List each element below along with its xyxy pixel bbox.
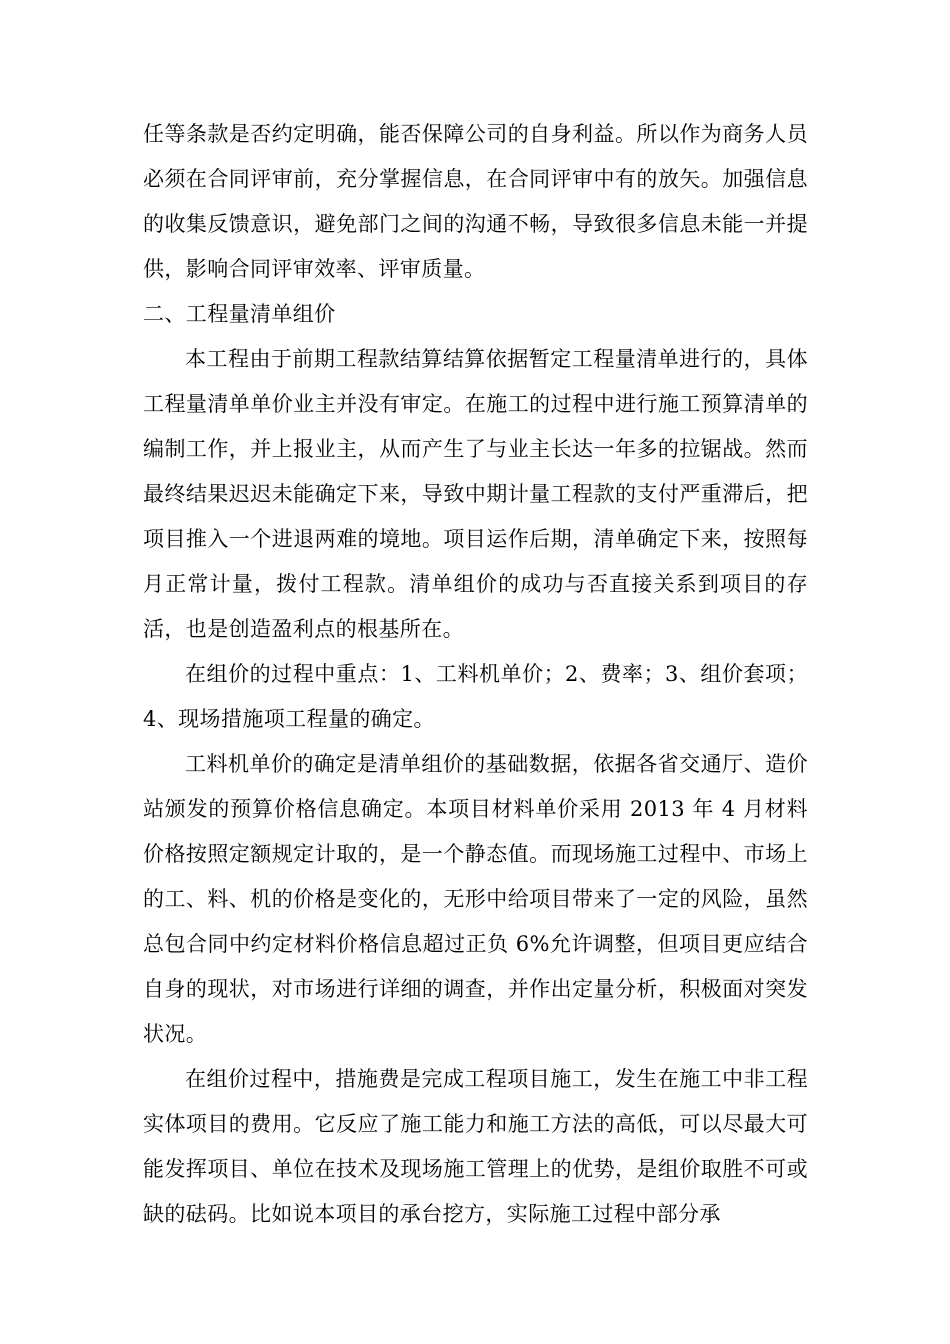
document-body (143, 112, 808, 1237)
paragraph-unit-price: 工料机单价的确定是清单组价的基础数据，依据各省交通厅、造价站颁发的预算价格信息确定。本项目材料单价采用 2013 年 4 月材料价格按照定额规定计取的，是一个静态值。而现场施工过程中、市场上的工、料、机的价格是变化的，无形中给项目带来了一定的风险，虽然总包合同中约定材料价格信息超过正负 6%允许调整，但项目更应结合自身的现状，对市场进行详细的调查，并作出定量分析，积极面对突发状况。 (143, 752, 808, 1046)
section-heading-bill-pricing: 二、工程量清单组价 (143, 302, 336, 326)
paragraph-pricing-key-points: 在组价的过程中重点：1、工料机单价；2、费率；3、组价套项；4、现场措施项工程量的确定。 (143, 662, 808, 731)
paragraph-measures-fee: 在组价过程中，措施费是完成工程项目施工，发生在施工中非工程实体项目的费用。它反应了施工能力和施工方法的高低，可以尽最大可能发挥项目、单位在技术及现场施工管理上的优势，是组价取胜不可或缺的砝码。比如说本项目的承台挖方，实际施工过程中部分承 (143, 1067, 808, 1226)
paragraph-contract-review: 任等条款是否约定明确，能否保障公司的自身利益。所以作为商务人员必须在合同评审前，充分掌握信息，在合同评审中有的放矢。加强信息的收集反馈意识，避免部门之间的沟通不畅，导致很多信息未能一并提供，影响合同评审效率、评审质量。 (143, 122, 808, 281)
paragraph-project-background: 本工程由于前期工程款结算结算依据暂定工程量清单进行的，具体工程量清单单价业主并没有审定。在施工的过程中进行施工预算清单的编制工作，并上报业主，从而产生了与业主长达一年多的拉锯战。然而最终结果迟迟未能确定下来，导致中期计量工程款的支付严重滞后，把项目推入一个进退两难的境地。项目运作后期，清单确定下来，按照每月正常计量，拨付工程款。清单组价的成功与否直接关系到项目的存活，也是创造盈利点的根基所在。 (143, 347, 808, 641)
